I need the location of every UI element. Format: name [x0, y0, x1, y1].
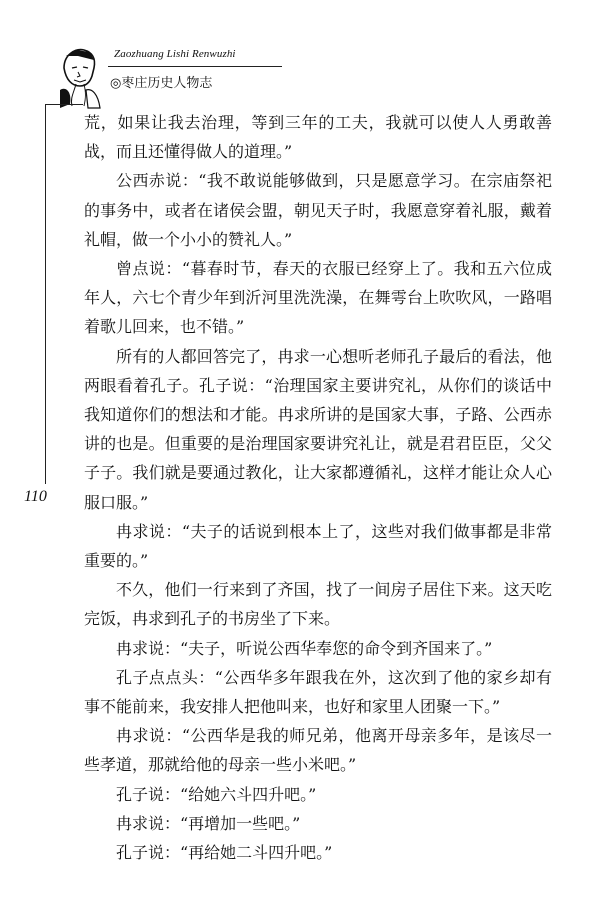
paragraph: 孔子点点头：“公西华多年跟我在外，这次到了他的家乡却有事不能前来，我安排人把他叫来，也好和家里人团聚一下。” — [84, 667, 552, 717]
paragraph: 冉求说：“夫子的话说到根本上了，这些对我们做事都是非常重要的。” — [84, 521, 552, 571]
paragraph: 冉求说：“公西华是我的师兄弟，他离开母亲多年，是该尽一些孝道，那就给他的母亲一些小米吧。” — [84, 726, 552, 775]
portrait-icon — [56, 46, 102, 110]
paragraph: 荒，如果让我去治理，等到三年的工夫，我就可以使人人勇敢善战，而且还懂得做人的道理。” — [84, 113, 552, 162]
header-title-english: Zaozhuang Lishi Renwuzhi — [114, 48, 236, 60]
paragraph: 不久，他们一行来到了齐国，找了一间房子居住下来。这天吃完饭，冉求到孔子的书房坐了下来。 — [84, 580, 552, 629]
header-divider — [108, 66, 282, 67]
paragraph: 冉求说：“再增加一些吧。” — [116, 813, 301, 833]
paragraph: 冉求说：“夫子，听说公西华奉您的命令到齐国来了。” — [116, 638, 493, 658]
page-number: 110 — [24, 488, 47, 505]
paragraph: 曾点说：“暮春时节，春天的衣服已经穿上了。我和五六位成年人，六七个青少年到沂河里洗洗澡，在舞雩台上吹吹风，一路唱着歌儿回来，也不错。” — [84, 259, 552, 337]
body-text — [84, 108, 552, 867]
paragraph: 公西赤说：“我不敢说能够做到，只是愿意学习。在宗庙祭祀的事务中，或者在诸侯会盟，朝见天子时，我愿意穿着礼服，戴着礼帽，做一个小小的赞礼人。” — [84, 171, 552, 249]
running-header — [52, 38, 282, 118]
paragraph: 孔子说：“再给她二斗四升吧。” — [116, 843, 333, 863]
margin-rule — [45, 104, 46, 484]
header-title-chinese: ◎枣庄历史人物志 — [110, 76, 213, 91]
paragraph: 孔子说：“给她六斗四升吧。” — [116, 784, 317, 804]
paragraph: 所有的人都回答完了，冉求一心想听老师孔子最后的看法，他两眼看着孔子。孔子说：“治理国家主要讲究礼，从你们的谈话中我知道你们的想法和才能。冉求所讲的是国家大事，子路、公西赤讲的也是。但重要的是治理国家要讲究礼让，就是君君臣臣，父父子子。我们就是要通过教化，让大家都遵循礼，这样才能让众人心服口服。” — [84, 346, 552, 512]
margin-rule-top — [45, 104, 83, 105]
